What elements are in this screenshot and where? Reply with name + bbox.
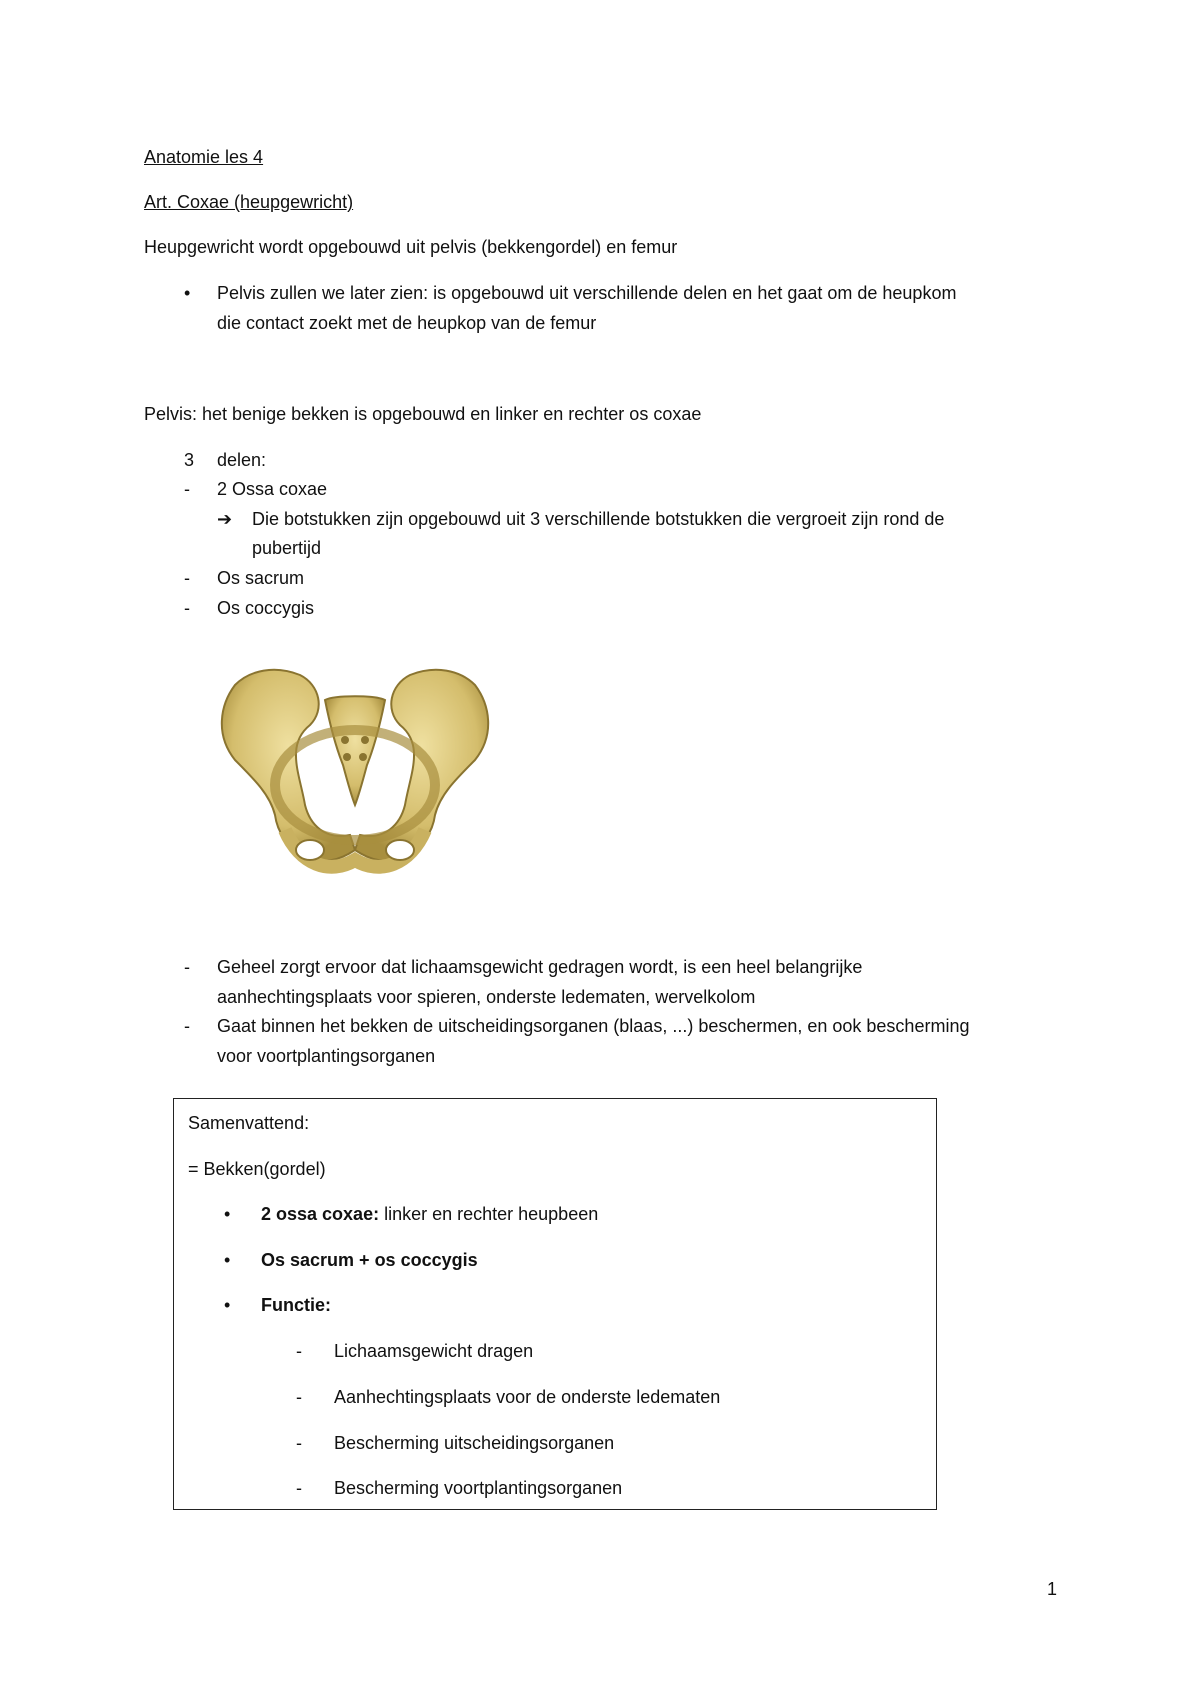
- function-item: Lichaamsgewicht dragen: [334, 1341, 534, 1361]
- foramen: [361, 736, 369, 744]
- parts-item: Os sacrum: [217, 568, 305, 588]
- dash-marker: -: [184, 957, 190, 977]
- parts-number: 3: [184, 450, 195, 470]
- summary-bullet: [261, 1200, 598, 1229]
- foramen: [343, 753, 351, 761]
- bullet-dot: •: [224, 1295, 231, 1315]
- bullet-dot: •: [224, 1204, 231, 1224]
- summary-bold: 2 ossa coxae:: [261, 1204, 380, 1224]
- summary-bullet: Os sacrum + os coccygis: [261, 1250, 478, 1270]
- summary-equation: = Bekken(gordel): [188, 1159, 326, 1179]
- function-text-line: voor voortplantingsorganen: [217, 1046, 436, 1066]
- arrow-text-line: pubertijd: [252, 538, 322, 558]
- function-text-line: Gaat binnen het bekken de uitscheidingsorganen (blaas, ...) beschermen, en ook bescherming: [217, 1016, 970, 1036]
- obturator-right: [386, 840, 414, 860]
- arrow-right-icon: ➔: [217, 509, 233, 529]
- intro-text: Heupgewricht wordt opgebouwd uit pelvis (bekkengordel) en femur: [144, 237, 678, 257]
- function-text-line: Geheel zorgt ervoor dat lichaamsgewicht gedragen wordt, is een heel belangrijke: [217, 957, 863, 977]
- obturator-left: [296, 840, 324, 860]
- pelvis-description: Pelvis: het benige bekken is opgebouwd en linker en rechter os coxae: [144, 404, 702, 424]
- page-number: 1: [1047, 1579, 1058, 1599]
- function-text-line: aanhechtingsplaats voor spieren, onderste ledematen, wervelkolom: [217, 987, 756, 1007]
- bullet-text-line: Pelvis zullen we later zien: is opgebouwd uit verschillende delen en het gaat om de heupkom: [217, 283, 957, 303]
- dash-marker: -: [296, 1433, 302, 1453]
- section-heading: Art. Coxae (heupgewricht): [144, 192, 354, 212]
- parts-item: 2 Ossa coxae: [217, 479, 328, 499]
- document-title: Anatomie les 4: [144, 147, 264, 167]
- parts-item: Os coccygis: [217, 598, 315, 618]
- dash-marker: -: [184, 479, 190, 499]
- dash-marker: -: [184, 598, 190, 618]
- bullet-dot: •: [224, 1250, 231, 1270]
- foramen: [359, 753, 367, 761]
- summary-bullet: Functie:: [261, 1295, 331, 1315]
- dash-marker: -: [184, 568, 190, 588]
- arrow-text-line: Die botstukken zijn opgebouwd uit 3 verschillende botstukken die vergroeit zijn rond de: [252, 509, 945, 529]
- dash-marker: -: [296, 1478, 302, 1498]
- bullet-dot: •: [184, 283, 191, 303]
- pelvis-illustration: [215, 665, 495, 885]
- parts-heading: delen:: [217, 450, 267, 470]
- dash-marker: -: [184, 1016, 190, 1036]
- summary-rest: linker en rechter heupbeen: [379, 1204, 599, 1224]
- dash-marker: -: [296, 1341, 302, 1361]
- bullet-text-line: die contact zoekt met de heupkop van de femur: [217, 313, 597, 333]
- sacrum: [325, 696, 385, 805]
- function-item: Aanhechtingsplaats voor de onderste ledematen: [334, 1387, 721, 1407]
- function-item: Bescherming uitscheidingsorganen: [334, 1433, 615, 1453]
- dash-marker: -: [296, 1387, 302, 1407]
- function-item: Bescherming voortplantingsorganen: [334, 1478, 623, 1498]
- foramen: [341, 736, 349, 744]
- summary-heading: Samenvattend:: [188, 1113, 310, 1133]
